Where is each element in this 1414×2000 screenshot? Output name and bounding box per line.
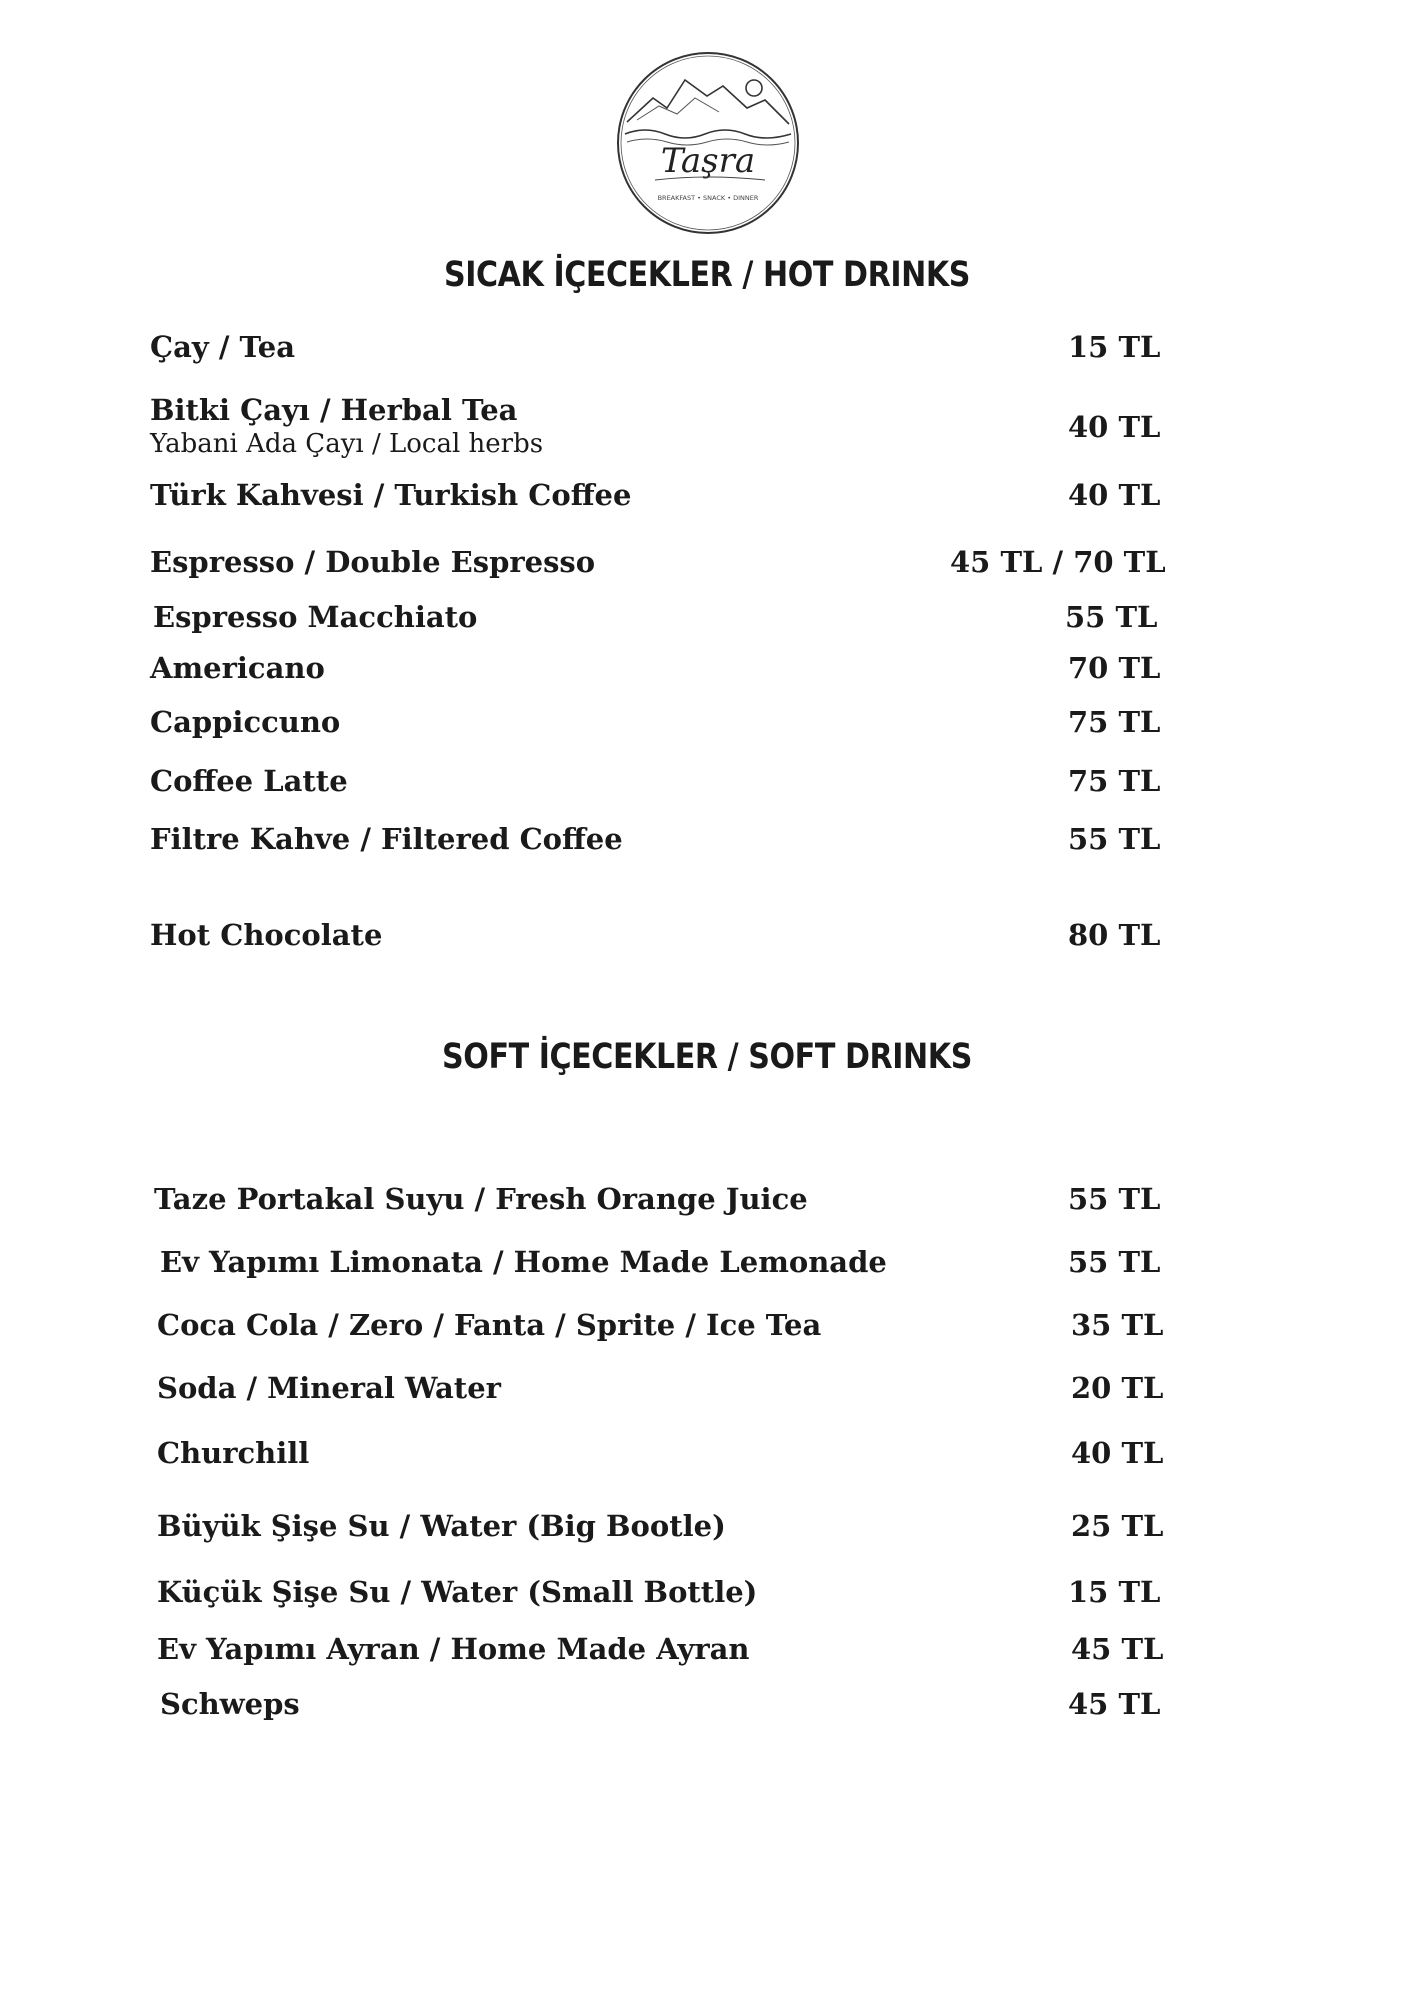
menu-item-price: 55 TL <box>1065 600 1158 634</box>
menu-item-name: Hot Chocolate <box>150 918 383 952</box>
menu-item-price: 40 TL <box>1071 1436 1164 1470</box>
menu-item-name: Americano <box>150 651 325 685</box>
menu-item-price: 45 TL / 70 TL <box>950 545 1166 579</box>
menu-item-name: Ev Yapımı Limonata / Home Made Lemonade <box>160 1245 887 1279</box>
menu-item-price: 75 TL <box>1068 705 1161 739</box>
logo-brand-text: Taşra <box>660 141 756 181</box>
soft-drinks-title: SOFT İÇECEKLER / SOFT DRINKS <box>442 1037 972 1077</box>
menu-item-name: Çay / Tea <box>150 330 295 364</box>
menu-item-price: 40 TL <box>1068 410 1161 444</box>
menu-item-name: Espresso / Double Espresso <box>150 545 596 579</box>
menu-item-name: Türk Kahvesi / Turkish Coffee <box>150 478 632 512</box>
menu-item-price: 20 TL <box>1071 1371 1164 1405</box>
menu-item-name: Soda / Mineral Water <box>157 1371 501 1405</box>
menu-item-name: Küçük Şişe Su / Water (Small Bottle) <box>157 1575 758 1609</box>
menu-item-price: 45 TL <box>1068 1687 1161 1721</box>
menu-item-name: Churchill <box>157 1436 310 1470</box>
menu-item-name: Bitki Çayı / Herbal Tea <box>150 393 518 427</box>
menu-item-price: 40 TL <box>1068 478 1161 512</box>
menu-item-name: Büyük Şişe Su / Water (Big Bootle) <box>157 1509 726 1543</box>
menu-item-name: Ev Yapımı Ayran / Home Made Ayran <box>157 1632 750 1666</box>
logo-tagline-text: BREAKFAST • SNACK • DINNER <box>657 194 759 202</box>
menu-item-description: Yabani Ada Çayı / Local herbs <box>150 429 544 459</box>
menu-item-price: 55 TL <box>1068 1182 1161 1216</box>
menu-item-price: 55 TL <box>1068 822 1161 856</box>
menu-item-name: Cappiccuno <box>150 705 341 739</box>
menu-item-name: Coffee Latte <box>150 764 348 798</box>
menu-item-name: Schweps <box>160 1687 300 1721</box>
menu-item-price: 15 TL <box>1068 1575 1161 1609</box>
menu-item-price: 70 TL <box>1068 651 1161 685</box>
menu-item-price: 15 TL <box>1068 330 1161 364</box>
menu-item-price: 25 TL <box>1071 1509 1164 1543</box>
menu-item-name: Espresso Macchiato <box>153 600 478 634</box>
menu-item-name: Coca Cola / Zero / Fanta / Sprite / Ice Tea <box>157 1308 822 1342</box>
restaurant-logo <box>615 50 801 236</box>
menu-item-price: 80 TL <box>1068 918 1161 952</box>
logo-mountain-emblem <box>615 50 801 236</box>
menu-item-price: 75 TL <box>1068 764 1161 798</box>
menu-item-price: 55 TL <box>1068 1245 1161 1279</box>
menu-item-name: Filtre Kahve / Filtered Coffee <box>150 822 623 856</box>
hot-drinks-title: SICAK İÇECEKLER / HOT DRINKS <box>443 255 971 295</box>
menu-item-name: Taze Portakal Suyu / Fresh Orange Juice <box>154 1182 808 1216</box>
menu-item-price: 35 TL <box>1071 1308 1164 1342</box>
menu-item-price: 45 TL <box>1071 1632 1164 1666</box>
